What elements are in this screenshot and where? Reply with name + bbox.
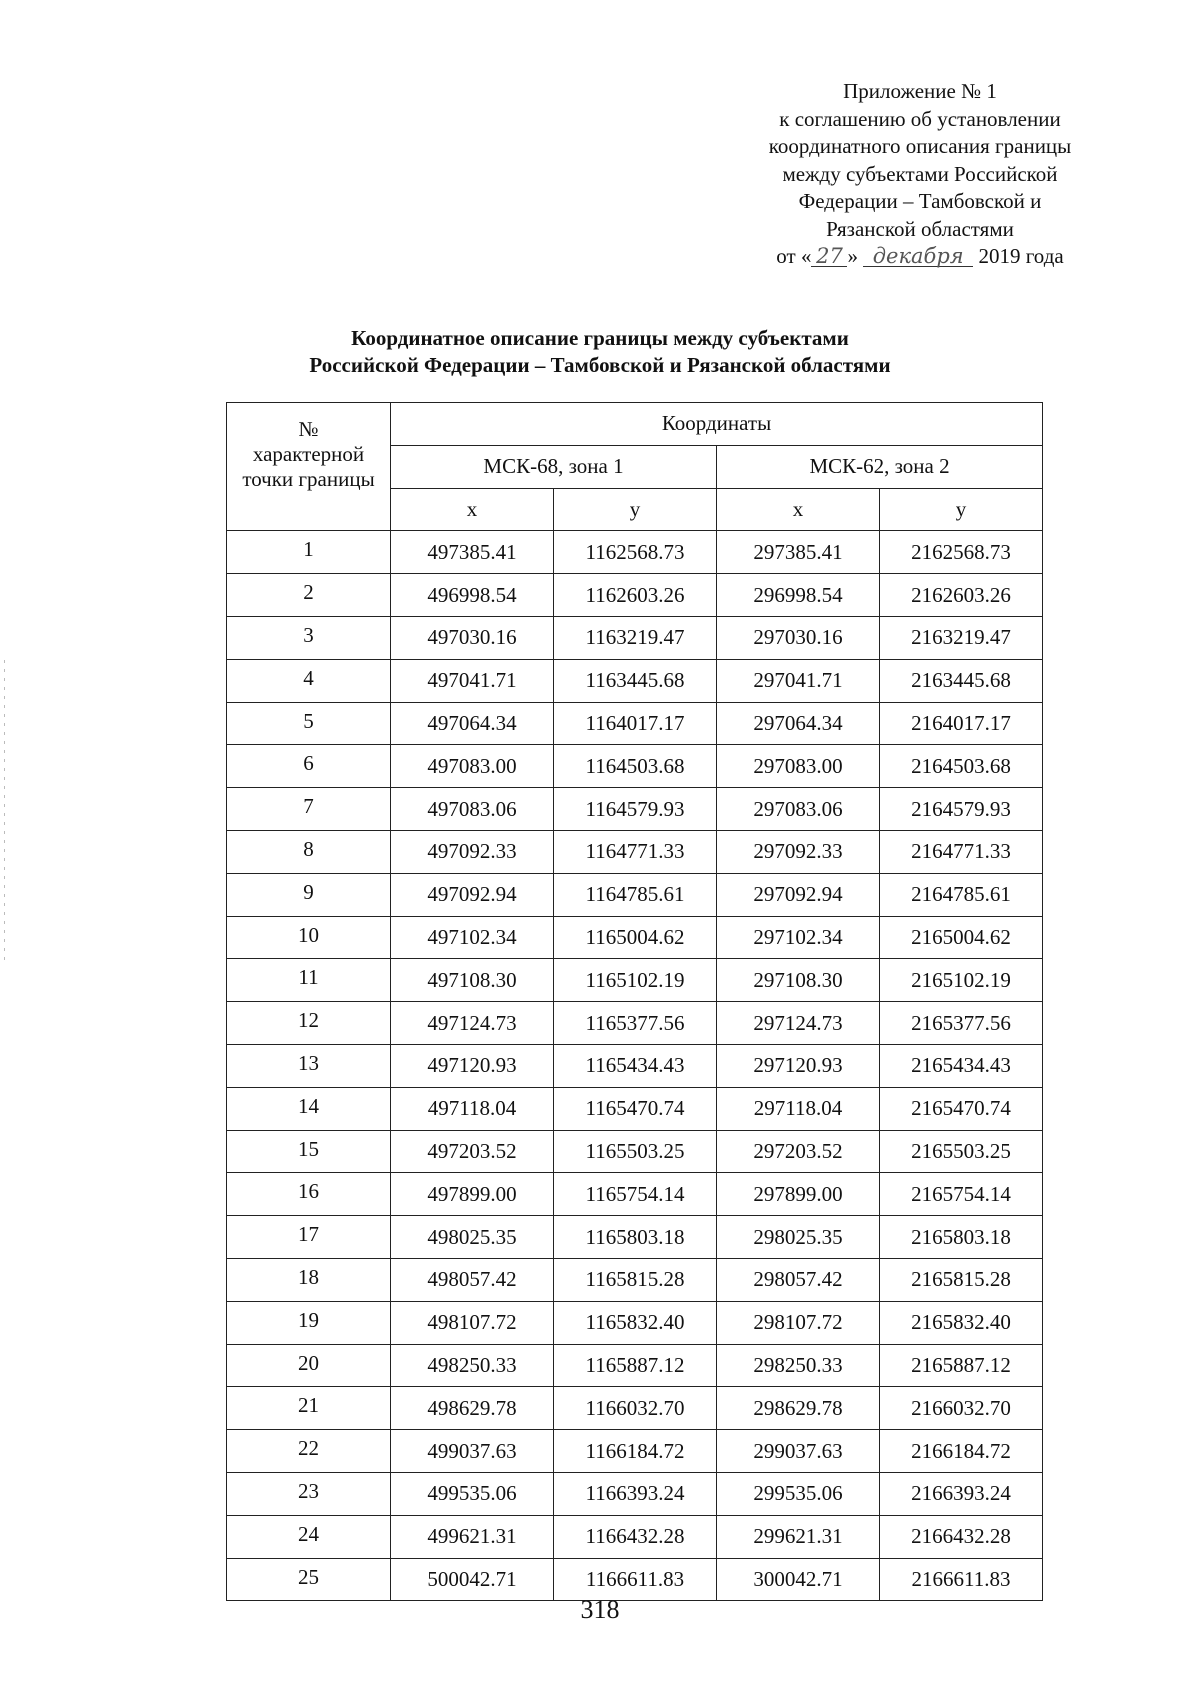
zone2-x-header: x — [717, 488, 880, 531]
table-row — [227, 1130, 1043, 1173]
zone2-y-cell: 2164017.17 — [880, 702, 1043, 745]
point-number-cell: 4 — [227, 659, 391, 702]
point-number-cell: 2 — [227, 574, 391, 617]
zone1-y-cell: 1162568.73 — [554, 531, 717, 574]
zone2-x-cell: 297899.00 — [717, 1173, 880, 1216]
point-number-cell: 18 — [227, 1258, 391, 1301]
zone2-header: МСК-62, зона 2 — [717, 445, 1043, 488]
zone1-x-cell: 499621.31 — [391, 1515, 554, 1558]
zone2-x-cell: 298057.42 — [717, 1258, 880, 1301]
zone1-x-cell: 497083.00 — [391, 745, 554, 788]
zone2-x-cell: 297092.94 — [717, 873, 880, 916]
zone1-x-cell: 497203.52 — [391, 1130, 554, 1173]
zone1-y-cell: 1163445.68 — [554, 659, 717, 702]
zone1-x-cell: 497118.04 — [391, 1087, 554, 1130]
zone2-y-cell: 2166393.24 — [880, 1472, 1043, 1515]
zone1-y-cell: 1166611.83 — [554, 1558, 717, 1601]
zone2-x-cell: 297064.34 — [717, 702, 880, 745]
zone2-x-cell: 298629.78 — [717, 1387, 880, 1430]
zone1-y-cell: 1165754.14 — [554, 1173, 717, 1216]
zone2-x-cell: 297092.33 — [717, 830, 880, 873]
point-number-cell: 15 — [227, 1130, 391, 1173]
zone1-x-cell: 498025.35 — [391, 1216, 554, 1259]
zone2-x-cell: 297120.93 — [717, 1044, 880, 1087]
zone2-y-cell: 2164771.33 — [880, 830, 1043, 873]
zone1-y-cell: 1164017.17 — [554, 702, 717, 745]
zone1-x-cell: 497102.34 — [391, 916, 554, 959]
zone1-x-cell: 498250.33 — [391, 1344, 554, 1387]
zone2-y-header: y — [880, 488, 1043, 531]
table-row — [227, 616, 1043, 659]
zone1-x-cell: 497092.33 — [391, 830, 554, 873]
table-row — [227, 1430, 1043, 1473]
appendix-line: Федерации – Тамбовской и — [798, 189, 1042, 213]
zone2-y-cell: 2165004.62 — [880, 916, 1043, 959]
page-number: 318 — [580, 1595, 620, 1624]
zone1-y-cell: 1165815.28 — [554, 1258, 717, 1301]
zone1-x-cell: 497083.06 — [391, 788, 554, 831]
table-row — [227, 916, 1043, 959]
point-number-cell: 12 — [227, 1002, 391, 1045]
point-number-cell: 22 — [227, 1430, 391, 1473]
table-row — [227, 788, 1043, 831]
zone2-x-cell: 297083.00 — [717, 745, 880, 788]
zone2-y-cell: 2165470.74 — [880, 1087, 1043, 1130]
zone2-x-cell: 298250.33 — [717, 1344, 880, 1387]
zone2-x-cell: 297385.41 — [717, 531, 880, 574]
zone2-y-cell: 2162568.73 — [880, 531, 1043, 574]
point-number-cell: 20 — [227, 1344, 391, 1387]
zone2-x-cell: 299535.06 — [717, 1472, 880, 1515]
zone1-y-cell: 1165434.43 — [554, 1044, 717, 1087]
point-number-cell: 24 — [227, 1515, 391, 1558]
zone1-x-cell: 497092.94 — [391, 873, 554, 916]
zone1-y-cell: 1165377.56 — [554, 1002, 717, 1045]
appendix-line: Приложение № 1 — [843, 79, 997, 103]
scan-edge-artifact — [4, 660, 5, 960]
table-row — [227, 1472, 1043, 1515]
zone2-y-cell: 2166032.70 — [880, 1387, 1043, 1430]
point-number-cell: 13 — [227, 1044, 391, 1087]
zone1-x-cell: 497385.41 — [391, 531, 554, 574]
zone2-x-cell: 297041.71 — [717, 659, 880, 702]
zone2-y-cell: 2165832.40 — [880, 1301, 1043, 1344]
zone1-y-cell: 1166184.72 — [554, 1430, 717, 1473]
point-number-cell: 14 — [227, 1087, 391, 1130]
point-number-cell: 21 — [227, 1387, 391, 1430]
title-line-2: Российской Федерации – Тамбовской и Рязанской областями — [309, 353, 891, 377]
zone1-x-cell: 497124.73 — [391, 1002, 554, 1045]
point-header-line: характерной — [252, 442, 365, 466]
zone2-y-cell: 2163445.68 — [880, 659, 1043, 702]
document-title — [0, 325, 1200, 379]
zone1-y-cell: 1165803.18 — [554, 1216, 717, 1259]
date-month-handwritten: декабря — [863, 246, 973, 267]
zone1-y-cell: 1164785.61 — [554, 873, 717, 916]
zone1-y-cell: 1166432.28 — [554, 1515, 717, 1558]
zone2-y-cell: 2165803.18 — [880, 1216, 1043, 1259]
table-row — [227, 1515, 1043, 1558]
point-number-cell: 10 — [227, 916, 391, 959]
appendix-header — [700, 78, 1140, 271]
zone2-y-cell: 2165503.25 — [880, 1130, 1043, 1173]
zone1-x-cell: 497899.00 — [391, 1173, 554, 1216]
zone1-x-cell: 496998.54 — [391, 574, 554, 617]
zone1-x-cell: 497120.93 — [391, 1044, 554, 1087]
point-number-cell: 19 — [227, 1301, 391, 1344]
table-row — [227, 873, 1043, 916]
zone1-y-cell: 1165503.25 — [554, 1130, 717, 1173]
point-number-cell: 6 — [227, 745, 391, 788]
zone2-x-cell: 297102.34 — [717, 916, 880, 959]
table-row — [227, 959, 1043, 1002]
zone1-y-header: y — [554, 488, 717, 531]
zone1-x-cell: 500042.71 — [391, 1558, 554, 1601]
appendix-line: Рязанской областями — [826, 216, 1014, 241]
zone2-y-cell: 2165754.14 — [880, 1173, 1043, 1216]
table-row — [227, 702, 1043, 745]
zone2-x-cell: 297124.73 — [717, 1002, 880, 1045]
zone2-y-cell: 2162603.26 — [880, 574, 1043, 617]
zone1-x-cell: 497064.34 — [391, 702, 554, 745]
zone2-y-cell: 2166184.72 — [880, 1430, 1043, 1473]
table-row — [227, 1044, 1043, 1087]
zone2-x-cell: 297083.06 — [717, 788, 880, 831]
zone1-x-header: x — [391, 488, 554, 531]
zone1-y-cell: 1166393.24 — [554, 1472, 717, 1515]
zone1-y-cell: 1162603.26 — [554, 574, 717, 617]
table-row — [227, 1216, 1043, 1259]
table-row — [227, 1087, 1043, 1130]
zone1-x-cell: 498107.72 — [391, 1301, 554, 1344]
point-number-cell: 23 — [227, 1472, 391, 1515]
zone1-y-cell: 1165470.74 — [554, 1087, 717, 1130]
table-row — [227, 1344, 1043, 1387]
zone1-y-cell: 1163219.47 — [554, 616, 717, 659]
agreement-date — [776, 243, 1063, 271]
appendix-line: к соглашению об установлении — [779, 106, 1061, 131]
zone2-y-cell: 2164785.61 — [880, 873, 1043, 916]
zone2-x-cell: 300042.71 — [717, 1558, 880, 1601]
table-row — [227, 659, 1043, 702]
zone1-y-cell: 1165102.19 — [554, 959, 717, 1002]
zone2-y-cell: 2165815.28 — [880, 1258, 1043, 1301]
zone1-y-cell: 1165004.62 — [554, 916, 717, 959]
point-number-cell: 17 — [227, 1216, 391, 1259]
table-header — [227, 403, 1043, 531]
point-number-cell: 11 — [227, 959, 391, 1002]
zone1-header: МСК-68, зона 1 — [391, 445, 717, 488]
date-separator: » — [847, 244, 858, 268]
date-suffix: 2019 года — [978, 244, 1064, 268]
point-number-cell: 16 — [227, 1173, 391, 1216]
point-header-line: точки границы — [242, 467, 375, 491]
zone2-x-cell: 298107.72 — [717, 1301, 880, 1344]
zone1-x-cell: 499037.63 — [391, 1430, 554, 1473]
zone2-y-cell: 2165887.12 — [880, 1344, 1043, 1387]
point-number-cell: 8 — [227, 830, 391, 873]
point-number-cell: 7 — [227, 788, 391, 831]
table-body — [227, 531, 1043, 1601]
zone2-y-cell: 2165102.19 — [880, 959, 1043, 1002]
table-row — [227, 531, 1043, 574]
zone2-x-cell: 296998.54 — [717, 574, 880, 617]
title-line-1: Координатное описание границы между субъектами — [351, 326, 849, 350]
zone1-x-cell: 498057.42 — [391, 1258, 554, 1301]
zone2-y-cell: 2165434.43 — [880, 1044, 1043, 1087]
table-row — [227, 574, 1043, 617]
zone2-y-cell: 2164503.68 — [880, 745, 1043, 788]
table-row — [227, 1173, 1043, 1216]
date-day-handwritten: 27 — [811, 246, 847, 267]
point-header-line: № — [298, 417, 319, 441]
point-number-cell: 9 — [227, 873, 391, 916]
zone2-x-cell: 299621.31 — [717, 1515, 880, 1558]
coordinates-table — [226, 402, 1043, 1601]
zone2-y-cell: 2164579.93 — [880, 788, 1043, 831]
zone2-y-cell: 2165377.56 — [880, 1002, 1043, 1045]
zone1-y-cell: 1164503.68 — [554, 745, 717, 788]
zone1-y-cell: 1165832.40 — [554, 1301, 717, 1344]
zone1-y-cell: 1164771.33 — [554, 830, 717, 873]
point-number-cell: 5 — [227, 702, 391, 745]
zone2-x-cell: 297108.30 — [717, 959, 880, 1002]
table-row — [227, 745, 1043, 788]
zone2-y-cell: 2166432.28 — [880, 1515, 1043, 1558]
coordinates-header: Координаты — [391, 403, 1043, 446]
zone1-x-cell: 497030.16 — [391, 616, 554, 659]
zone1-x-cell: 497041.71 — [391, 659, 554, 702]
zone2-y-cell: 2166611.83 — [880, 1558, 1043, 1601]
point-number-header — [227, 403, 391, 531]
table-row — [227, 830, 1043, 873]
table-row — [227, 1301, 1043, 1344]
zone1-x-cell: 498629.78 — [391, 1387, 554, 1430]
zone2-x-cell: 298025.35 — [717, 1216, 880, 1259]
zone2-x-cell: 297203.52 — [717, 1130, 880, 1173]
table-row — [227, 1387, 1043, 1430]
zone2-x-cell: 297030.16 — [717, 616, 880, 659]
table-row — [227, 1258, 1043, 1301]
zone2-y-cell: 2163219.47 — [880, 616, 1043, 659]
appendix-line: между субъектами Российской — [782, 161, 1058, 186]
zone2-x-cell: 297118.04 — [717, 1087, 880, 1130]
zone1-x-cell: 499535.06 — [391, 1472, 554, 1515]
point-number-cell: 25 — [227, 1558, 391, 1601]
date-prefix: от « — [776, 244, 812, 268]
zone2-x-cell: 299037.63 — [717, 1430, 880, 1473]
point-number-cell: 3 — [227, 616, 391, 659]
appendix-line: координатного описания границы — [768, 134, 1072, 158]
zone1-y-cell: 1165887.12 — [554, 1344, 717, 1387]
zone1-y-cell: 1164579.93 — [554, 788, 717, 831]
zone1-y-cell: 1166032.70 — [554, 1387, 717, 1430]
table-row — [227, 1002, 1043, 1045]
point-number-cell: 1 — [227, 531, 391, 574]
zone1-x-cell: 497108.30 — [391, 959, 554, 1002]
